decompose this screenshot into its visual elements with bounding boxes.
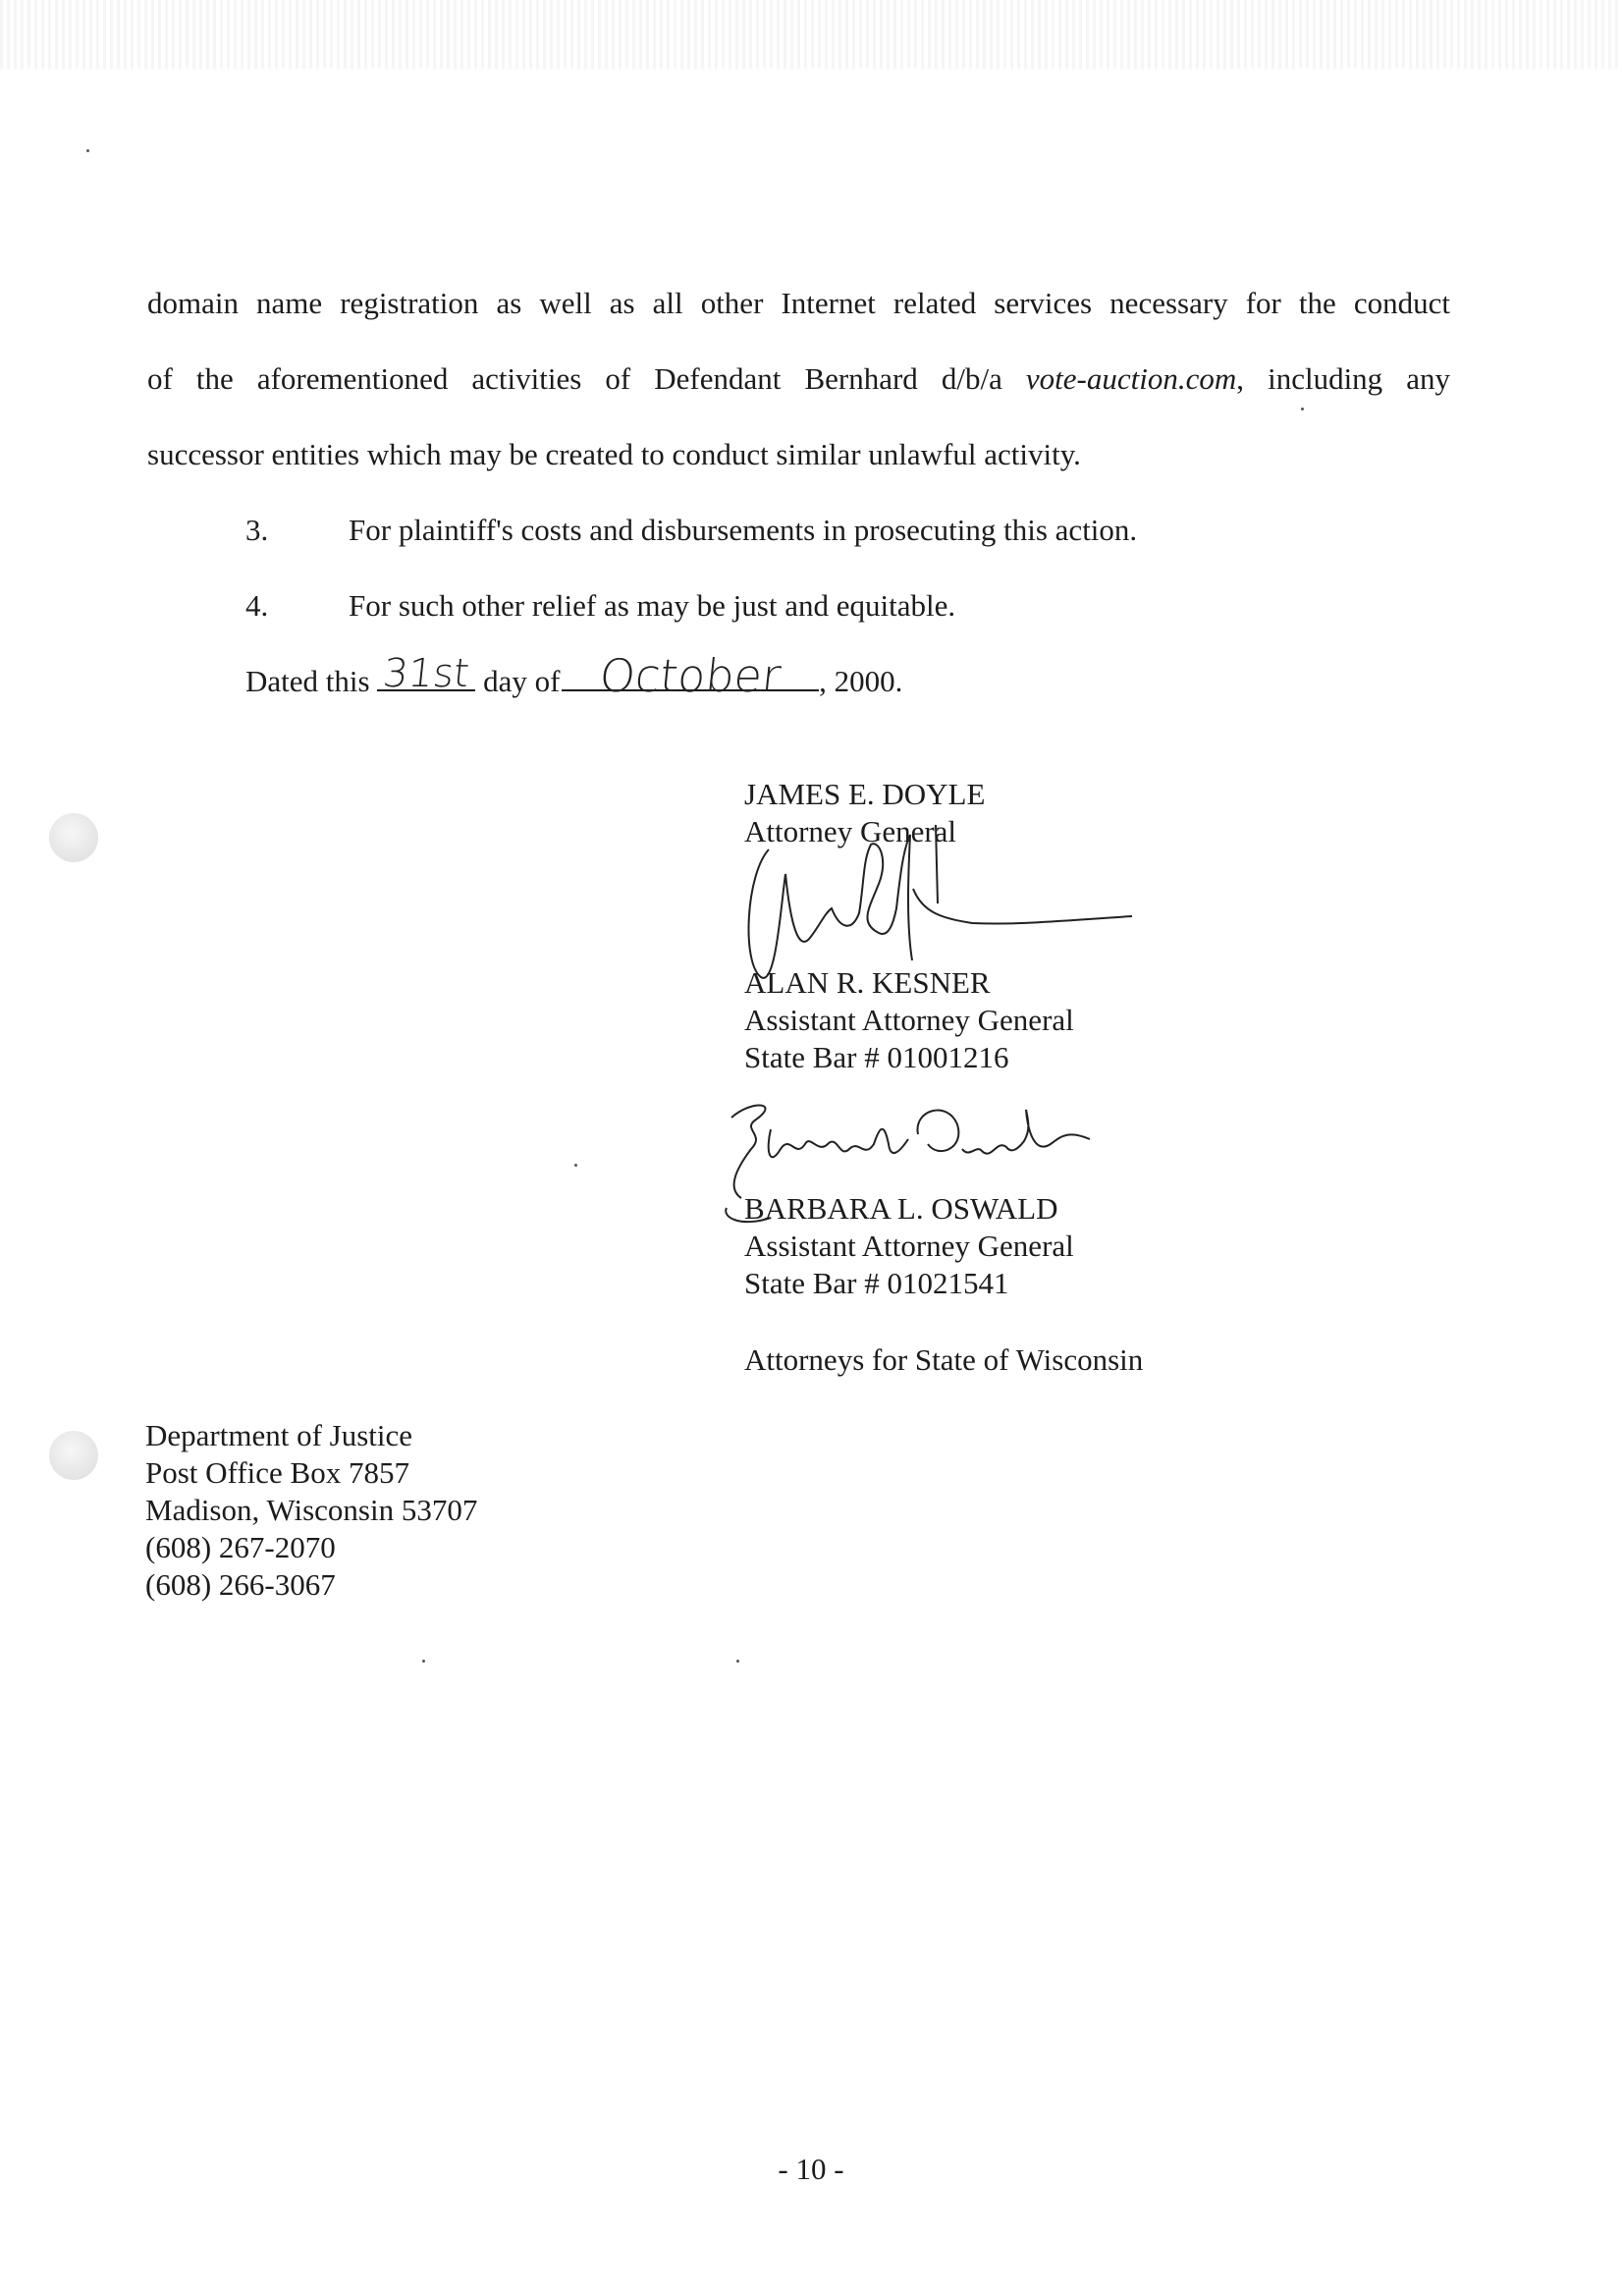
bar-number: State Bar # 01001216 [744,1040,1009,1074]
page-number: - 10 - [778,2152,844,2186]
address-line: Department of Justice [145,1418,413,1452]
day-blank [377,651,475,696]
website-name: vote-auction.com [1025,361,1237,396]
item-text: For such other relief as may be just and equitable. [349,588,956,623]
body-line-2-end: , including any [1236,361,1451,396]
signer-title: Assistant Attorney General [744,1229,1074,1263]
address-line: Post Office Box 7857 [145,1455,409,1490]
punch-hole [49,1431,98,1480]
item-number: 3. [245,513,269,547]
relief-item-4 [245,586,955,626]
signer-title: Attorney General [744,814,957,848]
signature-block-oswald [744,1190,1074,1302]
scan-speck [736,1660,739,1663]
address-block [145,1417,477,1604]
attorneys-for-text: Attorneys for State of Wisconsin [744,1342,1144,1377]
relief-item-3 [245,511,1137,550]
phone-number: (608) 267-2070 [145,1530,336,1564]
phone-number: (608) 266-3067 [145,1567,336,1602]
scan-speck [1301,408,1304,410]
item-text: For plaintiff's costs and disbursements in prosecuting this action. [349,513,1138,547]
body-line-2-start: of the aforementioned activities of Defendant Bernhard d/b/a [147,361,1026,396]
scan-speck [86,149,89,152]
signer-title: Assistant Attorney General [744,1003,1074,1037]
address-line: Madison, Wisconsin 53707 [145,1493,478,1527]
month-blank [562,649,819,702]
punch-hole [49,813,98,862]
item-number: 4. [245,588,269,623]
signer-name: ALAN R. KESNER [744,965,991,1000]
scan-speck [574,1164,577,1167]
body-line-1: domain name registration as well as all other Internet related services necessary for the conduct [147,286,1450,320]
dated-suffix: , 2000. [819,664,903,698]
signature-block-kesner [744,964,1074,1076]
dated-prefix: Dated this [245,664,370,698]
handwritten-day: 31st [381,651,472,696]
signer-name: BARBARA L. OSWALD [744,1191,1058,1226]
scan-speck [422,1660,425,1663]
handwritten-month: October [597,649,784,702]
dated-middle: day of [483,664,561,698]
attorneys-for [744,1341,1143,1379]
body-line-3: successor entities which may be created to conduct similar unlawful activity. [147,437,1081,471]
dated-line [245,649,903,702]
kesner-signature [741,815,1154,982]
scan-noise-header [0,0,1622,69]
signer-name: JAMES E. DOYLE [744,777,986,811]
body-line-2 [147,359,1450,399]
bar-number: State Bar # 01021541 [744,1266,1009,1300]
